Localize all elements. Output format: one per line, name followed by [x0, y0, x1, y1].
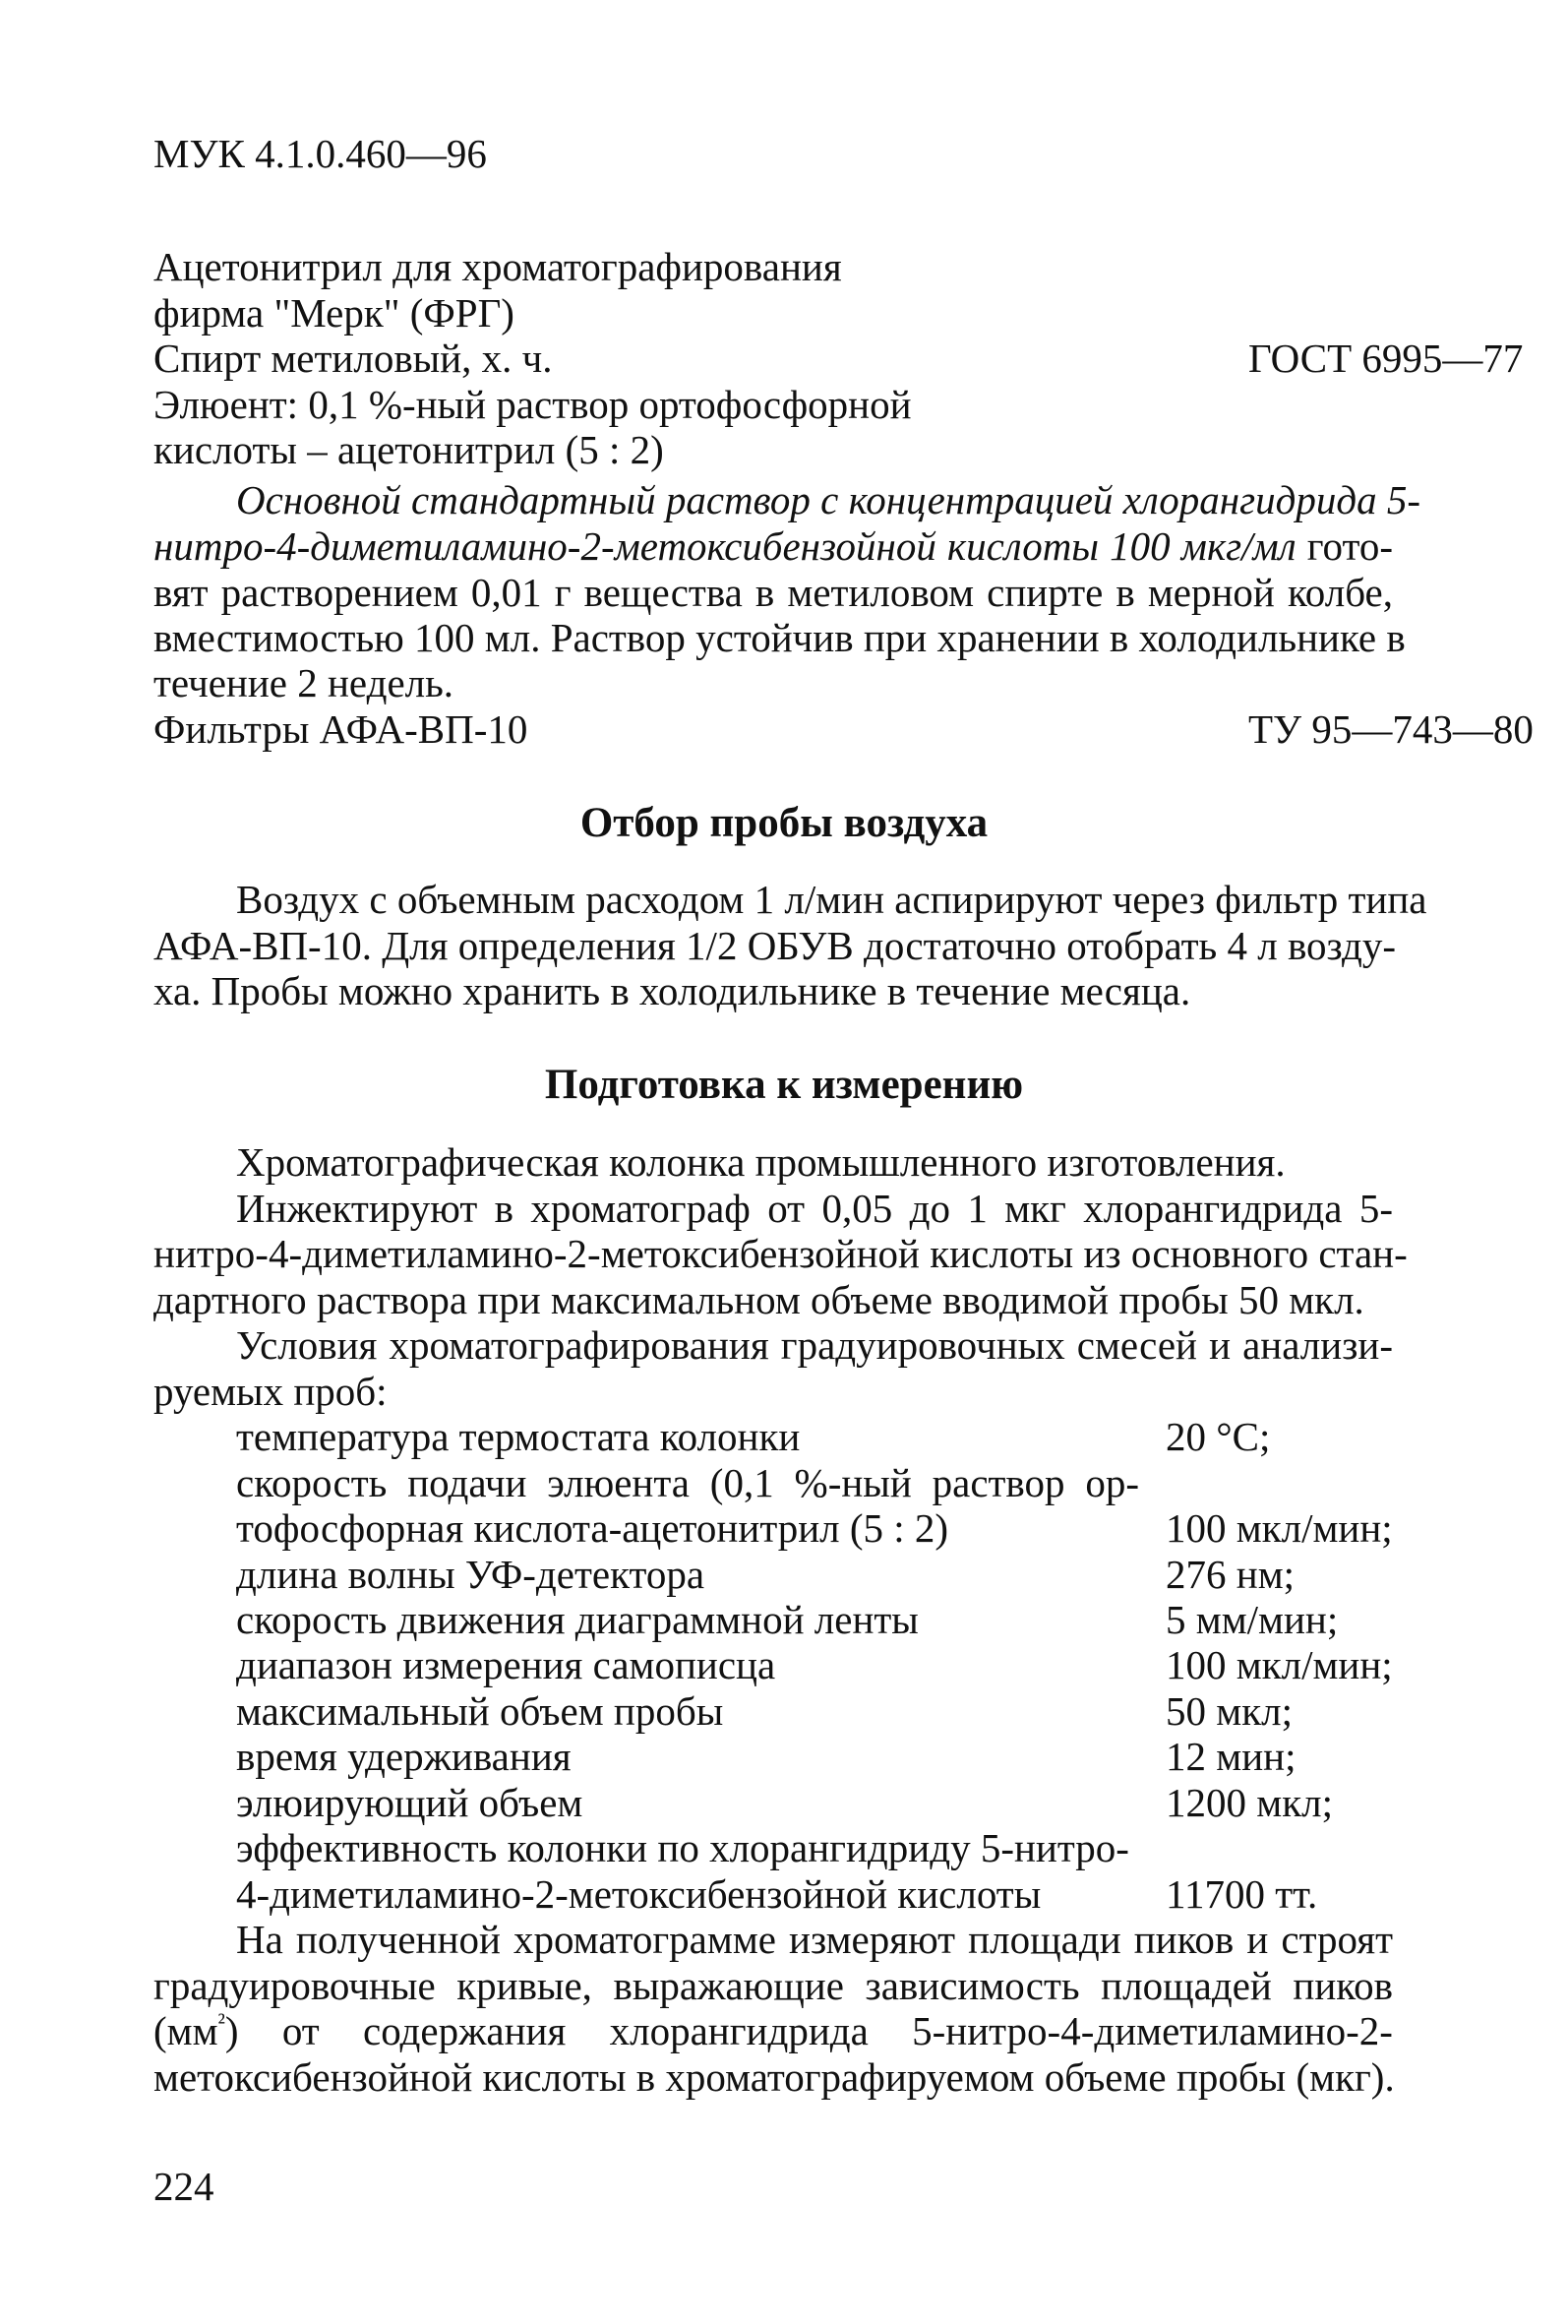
- reagent-name: Спирт метиловый, х. ч.: [153, 336, 553, 381]
- condition-value: 12 мин;: [1166, 1734, 1297, 1779]
- paragraph-line: На полученной хроматограмме измеряют площади пиков и строят: [236, 1917, 1393, 1962]
- condition-label: скорость подачи элюента (0,1 %-ный раствор ор-: [236, 1460, 1139, 1505]
- condition-label: элюирующий объем: [236, 1780, 583, 1825]
- stock-solution-line: вместимостью 100 мл. Раствор устойчив при хранении в холодильнике в: [153, 615, 1406, 660]
- condition-value: 100 мкл/мин;: [1166, 1505, 1393, 1551]
- paragraph-line: Инжектируют в хроматограф от 0,05 до 1 мкг хлорангидрида 5-: [236, 1186, 1393, 1231]
- condition-value: 5 мм/мин;: [1166, 1597, 1339, 1642]
- stock-solution-line: течение 2 недель.: [153, 660, 454, 705]
- word: от: [281, 2008, 320, 2053]
- paragraph-line: руемых проб:: [153, 1369, 388, 1414]
- paragraph-line: Условия хроматографирования градуировочных смесей и анализи-: [236, 1322, 1393, 1368]
- stock-solution-line: вят растворением 0,01 г вещества в метиловом спирте в мерной колбе,: [153, 570, 1393, 615]
- unit-text: (мм: [153, 2008, 218, 2053]
- condition-label: диапазон измерения самописца: [236, 1642, 776, 1687]
- condition-value: 100 мкл/мин;: [1166, 1642, 1393, 1687]
- paragraph-line: ха. Пробы можно хранить в холодильнике в течение месяца.: [153, 968, 1191, 1013]
- section-heading-sampling: Отбор пробы воздуха: [579, 800, 989, 846]
- condition-label: температура термостата колонки: [236, 1414, 801, 1459]
- reagent-line: Элюент: 0,1 %-ный раствор ортофосфорной: [153, 382, 912, 427]
- condition-value: 276 нм;: [1166, 1552, 1296, 1597]
- stock-solution-italic: нитро-4-диметиламино-2-метоксибензойной кислоты 100 мкг/мл: [153, 523, 1297, 569]
- paragraph-line: [153, 2007, 1393, 2054]
- page-number: 224: [153, 2164, 214, 2209]
- paragraph-line: Воздух с объемным расходом 1 л/мин аспирируют через фильтр типа: [236, 877, 1427, 922]
- condition-label: эффективность колонки по хлорангидриду 5-нитро-: [236, 1825, 1129, 1870]
- filters-line: [153, 705, 1534, 753]
- running-header: МУК 4.1.0.460—96: [153, 131, 487, 176]
- paragraph-line: дартного раствора при максимальном объеме вводимой пробы 50 мкл.: [153, 1277, 1364, 1322]
- paragraph-line: метоксибензойной кислоты в хроматографируемом объеме пробы (мкг).: [153, 2054, 1395, 2100]
- word: содержания: [363, 2008, 567, 2053]
- condition-label: тофосфорная кислота-ацетонитрил (5 : 2): [236, 1505, 949, 1551]
- paragraph-line: градуировочные кривые, выражающие зависимость площадей пиков: [153, 1963, 1393, 2008]
- section-heading-preparation: Подготовка к измерению: [544, 1062, 1024, 1108]
- reagent-line: Ацетонитрил для хроматографирования: [153, 244, 842, 289]
- paragraph-line: АФА-ВП-10. Для определения 1/2 ОБУВ достаточно отобрать 4 л возду-: [153, 923, 1396, 968]
- condition-label: скорость движения диаграммной ленты: [236, 1597, 919, 1642]
- reagent-line: кислоты – ацетонитрил (5 : 2): [153, 427, 664, 472]
- reagent-line: фирма "Мерк" (ФРГ): [153, 290, 514, 336]
- stock-solution-regular: гото-: [1306, 523, 1393, 569]
- stock-solution-line: [153, 522, 1393, 570]
- condition-value: 20 °С;: [1166, 1414, 1271, 1459]
- unit-close: ): [224, 2008, 239, 2053]
- condition-label: 4-диметиламино-2-метоксибензойной кислоты: [236, 1871, 1042, 1917]
- stock-solution-line: Основной стандартный раствор с концентрацией хлорангидрида 5-: [236, 477, 1420, 522]
- word: хлорангидрида: [609, 2008, 869, 2053]
- unit-mm2: [153, 2007, 239, 2054]
- filters-standard: ТУ 95—743—80: [1248, 706, 1534, 752]
- condition-label: время удерживания: [236, 1734, 572, 1779]
- paragraph-line: нитро-4-диметиламино-2-метоксибензойной кислоты из основного стан-: [153, 1231, 1408, 1276]
- reagent-standard: ГОСТ 6995—77: [1248, 336, 1524, 381]
- condition-label: длина волны УФ-детектора: [236, 1552, 705, 1597]
- reagent-line: [153, 335, 1524, 382]
- filters-name: Фильтры АФА-ВП-10: [153, 706, 528, 752]
- condition-value: 50 мкл;: [1166, 1688, 1293, 1734]
- word: 5-нитро-4-диметиламино-2-: [912, 2008, 1393, 2053]
- condition-label: максимальный объем пробы: [236, 1688, 724, 1734]
- condition-value: 1200 мкл;: [1166, 1780, 1333, 1825]
- condition-value: 11700 тт.: [1166, 1871, 1318, 1917]
- superscript: ²: [217, 2009, 225, 2037]
- paragraph-line: Хроматографическая колонка промышленного изготовления.: [236, 1139, 1286, 1185]
